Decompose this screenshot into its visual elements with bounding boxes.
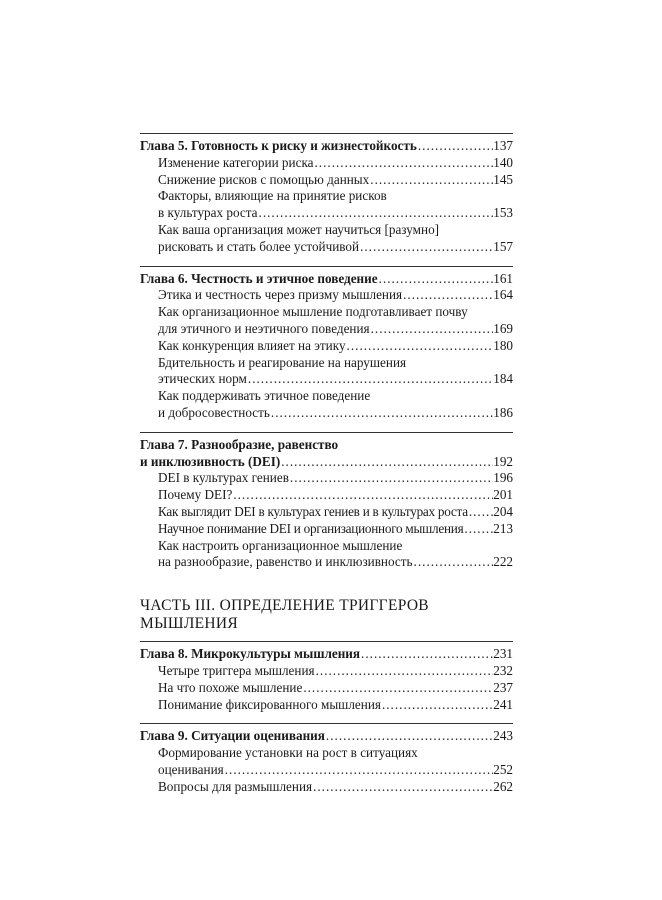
leader-dots	[370, 321, 494, 338]
leader-dots	[417, 138, 493, 155]
page-number: 153	[493, 205, 513, 221]
leader-dots	[314, 155, 494, 172]
leader-dots	[402, 287, 493, 304]
entry-text: оценивания	[158, 761, 224, 777]
page-number: 145	[493, 171, 513, 187]
toc-entry[interactable]	[140, 388, 513, 405]
chapter-title-text: Глава 5. Готовность к риску и жизнестойкость	[140, 138, 417, 153]
chapter-title-continued[interactable]	[140, 454, 513, 471]
page-number: 186	[493, 404, 513, 420]
entry-text: Почему DEI?	[158, 487, 233, 503]
toc-entry[interactable]	[140, 504, 513, 521]
table-of-contents	[140, 133, 513, 796]
page-number: 140	[493, 154, 513, 170]
entry-text: Как организационное мышление подготавливает почву	[158, 304, 468, 320]
leader-dots	[381, 697, 493, 714]
entry-text: этических норм	[158, 371, 247, 387]
entry-text: Как конкуренция влияет на этику	[158, 337, 346, 353]
toc-entry[interactable]	[140, 663, 513, 680]
toc-entry[interactable]	[140, 222, 513, 239]
toc-entry[interactable]	[140, 287, 513, 304]
page-number: 232	[493, 662, 513, 678]
page-number: 204	[493, 503, 513, 519]
chapter-9	[140, 723, 513, 795]
entry-text: рисковать и стать более устойчивой	[158, 238, 360, 254]
entry-text: DEI в культурах гениев	[158, 470, 289, 486]
toc-entry[interactable]	[140, 355, 513, 372]
chapter-5	[140, 133, 513, 256]
entry-text: Понимание фиксированного мышления	[158, 696, 381, 712]
chapter-title-text: Глава 8. Микрокультуры мышления	[140, 646, 361, 662]
entry-text: на разнообразие, равенство и инклюзивность	[158, 554, 413, 570]
page-number: 184	[493, 371, 513, 387]
entry-text: Вопросы для размышления	[158, 778, 313, 794]
leader-dots	[413, 554, 494, 571]
leader-dots	[280, 454, 493, 471]
page-number: 180	[493, 337, 513, 353]
entry-text: для этичного и неэтичного поведения	[158, 320, 370, 336]
leader-dots	[312, 779, 493, 796]
toc-entry[interactable]	[140, 538, 513, 555]
toc-entry[interactable]	[140, 521, 513, 538]
page-number: 243	[493, 728, 513, 744]
chapter-title-text: и инклюзивность (DEI)	[140, 453, 281, 469]
leader-dots	[302, 680, 493, 697]
page-number: 252	[493, 761, 513, 777]
toc-entry[interactable]	[140, 155, 513, 172]
page-number: 196	[493, 470, 513, 486]
entry-text: Формирование установки на рост в ситуациях	[158, 745, 418, 761]
leader-dots	[359, 239, 493, 256]
page-number: 237	[493, 679, 513, 695]
page-number: 213	[493, 520, 513, 536]
entry-text: Четыре триггера мышления	[158, 662, 315, 678]
part-heading[interactable]	[140, 597, 513, 633]
entry-text: Научное понимание DEI и организационного мышления	[158, 520, 464, 536]
chapter-6	[140, 266, 513, 422]
toc-entry-continued[interactable]	[140, 762, 513, 779]
leader-dots	[247, 371, 493, 388]
leader-dots	[378, 271, 494, 288]
toc-entry-continued[interactable]	[140, 205, 513, 222]
toc-entry-continued[interactable]	[140, 371, 513, 388]
page-number: 231	[493, 646, 513, 662]
leader-dots	[346, 338, 494, 355]
toc-entry[interactable]	[140, 304, 513, 321]
page-number: 241	[493, 696, 513, 712]
entry-text: Изменение категории риска	[158, 154, 314, 170]
entry-text: Как ваша организация может научиться [разумно]	[158, 221, 440, 237]
toc-entry[interactable]	[140, 697, 513, 714]
leader-dots	[232, 487, 493, 504]
leader-dots	[325, 728, 493, 745]
chapter-title[interactable]	[140, 437, 513, 454]
entry-text: Как настроить организационное мышление	[158, 537, 403, 553]
entry-text: Факторы, влияющие на принятие рисков	[158, 188, 387, 204]
toc-entry[interactable]	[140, 188, 513, 205]
toc-entry[interactable]	[140, 779, 513, 796]
leader-dots	[224, 762, 494, 779]
toc-entry-continued[interactable]	[140, 321, 513, 338]
page-number: 169	[493, 320, 513, 336]
leader-dots	[258, 205, 494, 222]
chapter-title[interactable]	[140, 271, 513, 288]
toc-entry[interactable]	[140, 172, 513, 189]
toc-entry-continued[interactable]	[140, 239, 513, 256]
chapter-title-text: Глава 7. Разнообразие, равенство	[140, 436, 339, 452]
leader-dots	[360, 646, 493, 663]
page-number: 164	[493, 287, 513, 303]
entry-text: Как поддерживать этичное поведение	[158, 388, 371, 404]
leader-dots	[468, 504, 493, 521]
toc-entry[interactable]	[140, 338, 513, 355]
toc-entry[interactable]	[140, 487, 513, 504]
leader-dots	[270, 405, 493, 422]
entry-text: и добросовестность	[158, 404, 270, 420]
page-number: 137	[493, 138, 513, 153]
chapter-7	[140, 432, 513, 571]
entry-text: Снижение рисков с помощью данных	[158, 171, 370, 187]
chapter-title[interactable]	[140, 138, 513, 155]
toc-entry[interactable]	[140, 680, 513, 697]
page-number: 201	[493, 487, 513, 503]
toc-entry-continued[interactable]	[140, 554, 513, 571]
leader-dots	[289, 470, 493, 487]
toc-entry[interactable]	[140, 470, 513, 487]
toc-entry-continued[interactable]	[140, 405, 513, 422]
entry-text: в культурах роста	[158, 205, 258, 221]
leader-dots	[369, 172, 493, 189]
page-number: 161	[493, 270, 513, 286]
page-number: 157	[493, 238, 513, 254]
chapter-8	[140, 641, 513, 713]
page-number: 192	[493, 453, 513, 469]
page-number: 222	[493, 554, 513, 570]
page-number: 262	[493, 778, 513, 794]
chapter-title-text: Глава 6. Честность и этичное поведение	[140, 270, 378, 286]
chapter-title[interactable]	[140, 728, 513, 745]
leader-dots	[315, 663, 494, 680]
chapter-title[interactable]	[140, 646, 513, 663]
part-heading-line: МЫШЛЕНИЯ	[140, 615, 239, 633]
chapter-title-text: Глава 9. Ситуации оценивания	[140, 728, 325, 744]
entry-text: Бдительность и реагирование на нарушения	[158, 354, 407, 370]
part-heading-line: ЧАСТЬ III. ОПРЕДЕЛЕНИЕ ТРИГГЕРОВ	[140, 597, 429, 615]
entry-text: Как выглядит DEI в культурах гениев и в культурах роста	[158, 503, 468, 519]
entry-text: На что похоже мышление	[158, 679, 303, 695]
entry-text: Этика и честность через призму мышления	[158, 287, 403, 303]
leader-dots	[463, 521, 493, 538]
toc-entry[interactable]	[140, 745, 513, 762]
